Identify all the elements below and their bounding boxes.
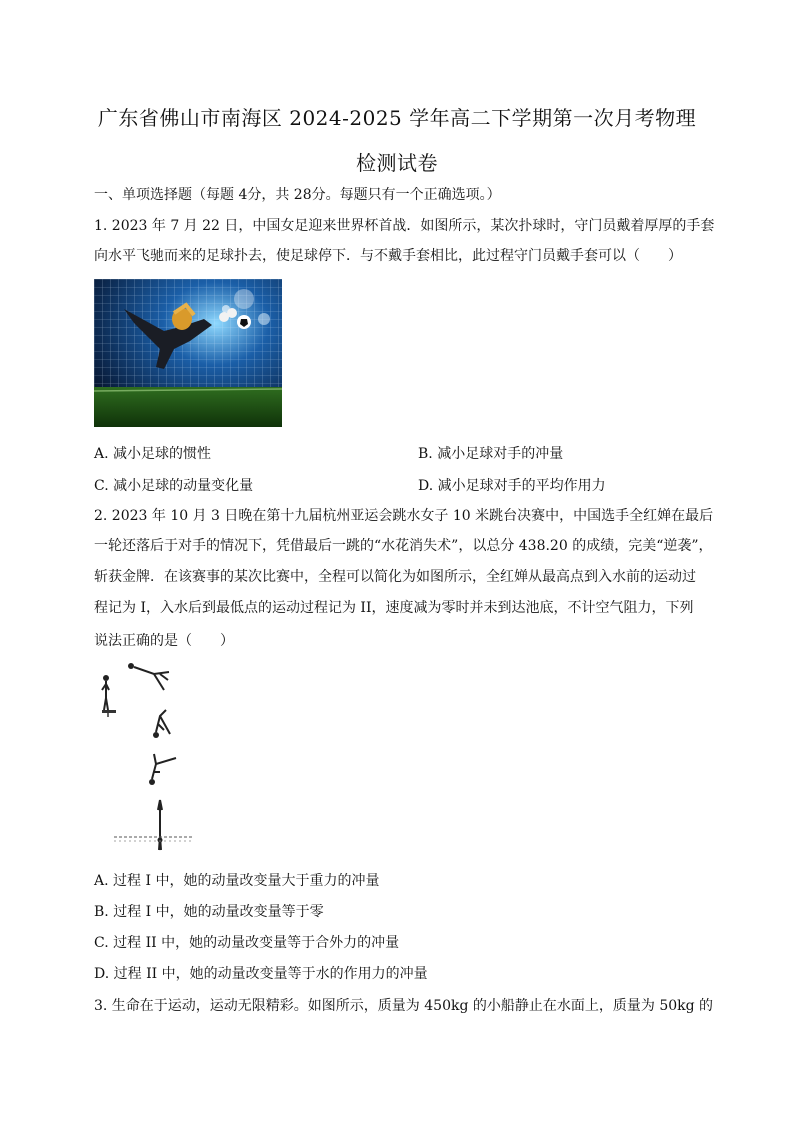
q2-option-c: C. 过程 II 中，她的动量改变量等于合外力的冲量	[94, 935, 400, 951]
section-heading: 一、单项选择题（每题 4分，共 28分。每题只有一个正确选项。）	[94, 187, 501, 203]
q1-option-d: D. 减小足球对手的平均作用力	[418, 478, 606, 494]
page-title-line2: 检测试卷	[356, 151, 438, 175]
q2-text-line5: 说法正确的是（ ）	[94, 633, 234, 649]
goalkeeper-photo	[94, 279, 282, 427]
q2-text-line3: 斩获金牌．在该赛事的某次比赛中，全程可以简化为如图所示，全红婵从最高点到入水前的运动过	[94, 569, 696, 585]
q3-text-line1: 3. 生命在于运动，运动无限精彩。如图所示，质量为 450kg 的小船静止在水面上，质量为 50kg 的	[94, 998, 714, 1014]
q1-option-c: C. 减小足球的动量变化量	[94, 478, 254, 494]
q2-option-b: B. 过程 I 中，她的动量改变量等于零	[94, 904, 324, 920]
q2-option-a: A. 过程 I 中，她的动量改变量大于重力的冲量	[94, 873, 380, 889]
q1-option-a: A. 减小足球的惯性	[94, 446, 212, 462]
diver-sequence-diagram	[94, 660, 194, 860]
q1-text-line2: 向水平飞驰而来的足球扑去，使足球停下．与不戴手套相比，此过程守门员戴手套可以（ ）	[94, 248, 682, 264]
q2-text-line2: 一轮还落后于对手的情况下，凭借最后一跳的“水花消失术”，以总分 438.20 的成绩，完美“逆袭”，	[94, 538, 713, 554]
q2-text-line1: 2. 2023 年 10 月 3 日晚在第十九届杭州亚运会跳水女子 10 米跳台决赛中，中国选手全红婵在最后	[94, 508, 714, 524]
page-title-line1: 广东省佛山市南海区 2024-2025 学年高二下学期第一次月考物理	[97, 106, 697, 130]
q2-option-d: D. 过程 II 中，她的动量改变量等于水的作用力的冲量	[94, 966, 428, 982]
q1-option-b: B. 减小足球对手的冲量	[418, 446, 564, 462]
q2-text-line4: 程记为 I，入水后到最低点的运动过程记为 II，速度减为零时并未到达池底，不计空气阻力，下列	[94, 600, 694, 616]
q1-text-line1: 1. 2023 年 7 月 22 日，中国女足迎来世界杯首战．如图所示，某次扑球时，守门员戴着厚厚的手套	[94, 218, 715, 234]
